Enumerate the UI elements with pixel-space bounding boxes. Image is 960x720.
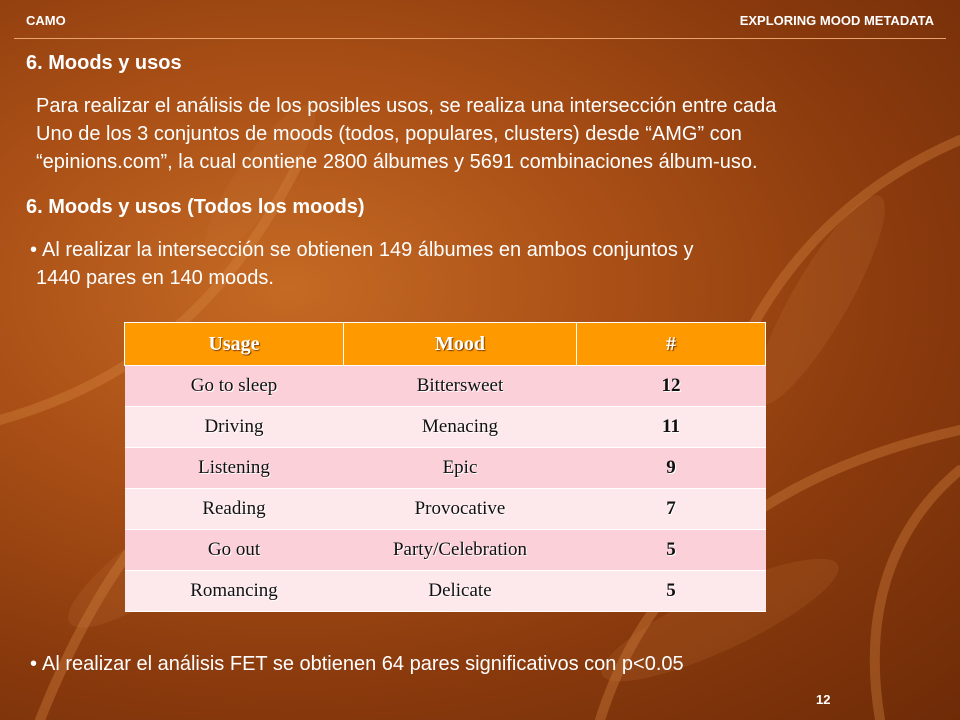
table-row: [125, 530, 766, 571]
bullet-text-line1: Al realizar la intersección se obtienen 149 álbumes en ambos conjuntos y: [42, 239, 694, 261]
header-divider: [14, 38, 946, 39]
mood-cell: Menacing: [344, 407, 577, 448]
table-row: [125, 489, 766, 530]
paragraph-line: Uno de los 3 conjuntos de moods (todos, populares, clusters) desde “AMG” con: [36, 123, 742, 145]
count-cell: 7: [577, 489, 766, 530]
paragraph-line: “epinions.com”, la cual contiene 2800 álbumes y 5691 combinaciones álbum-uso.: [36, 151, 758, 173]
count-cell: 11: [577, 407, 766, 448]
usage-cell: Go to sleep: [125, 366, 344, 407]
mood-cell: Delicate: [344, 571, 577, 612]
section-title-moods-usos: 6. Moods y usos: [26, 52, 182, 74]
bullet-dot-icon: •: [30, 239, 38, 261]
column-header-mood: Mood: [344, 323, 577, 366]
table-row: [125, 407, 766, 448]
usage-cell: Romancing: [125, 571, 344, 612]
column-header-usage: Usage: [125, 323, 344, 366]
fet-bullet-text: Al realizar el análisis FET se obtienen 64 pares significativos con p<0.05: [42, 653, 684, 675]
count-cell: 5: [577, 571, 766, 612]
mood-cell: Provocative: [344, 489, 577, 530]
bullet-text-line2: 1440 pares en 140 moods.: [36, 267, 274, 289]
header-right-title: EXPLORING MOOD METADATA: [739, 13, 934, 28]
table-row: [125, 571, 766, 612]
table-row: [125, 366, 766, 407]
mood-cell: Epic: [344, 448, 577, 489]
count-cell: 12: [577, 366, 766, 407]
usage-mood-table: [124, 322, 766, 612]
usage-cell: Go out: [125, 530, 344, 571]
page-number: 12: [816, 692, 831, 707]
fet-analysis-bullet: [30, 653, 684, 676]
header-left-title: CAMO: [26, 13, 66, 28]
table-row: [125, 448, 766, 489]
column-header-count: #: [577, 323, 766, 366]
bullet-dot-icon: •: [30, 653, 38, 675]
section-title-todos-moods: 6. Moods y usos (Todos los moods): [26, 196, 365, 218]
usage-cell: Reading: [125, 489, 344, 530]
table-header-row: [125, 323, 766, 366]
usage-cell: Driving: [125, 407, 344, 448]
count-cell: 5: [577, 530, 766, 571]
mood-cell: Bittersweet: [344, 366, 577, 407]
intersection-bullet: [30, 236, 870, 292]
intro-paragraph: [36, 92, 936, 176]
mood-cell: Party/Celebration: [344, 530, 577, 571]
usage-cell: Listening: [125, 448, 344, 489]
count-cell: 9: [577, 448, 766, 489]
paragraph-line: Para realizar el análisis de los posibles usos, se realiza una intersección entre cada: [36, 95, 777, 117]
